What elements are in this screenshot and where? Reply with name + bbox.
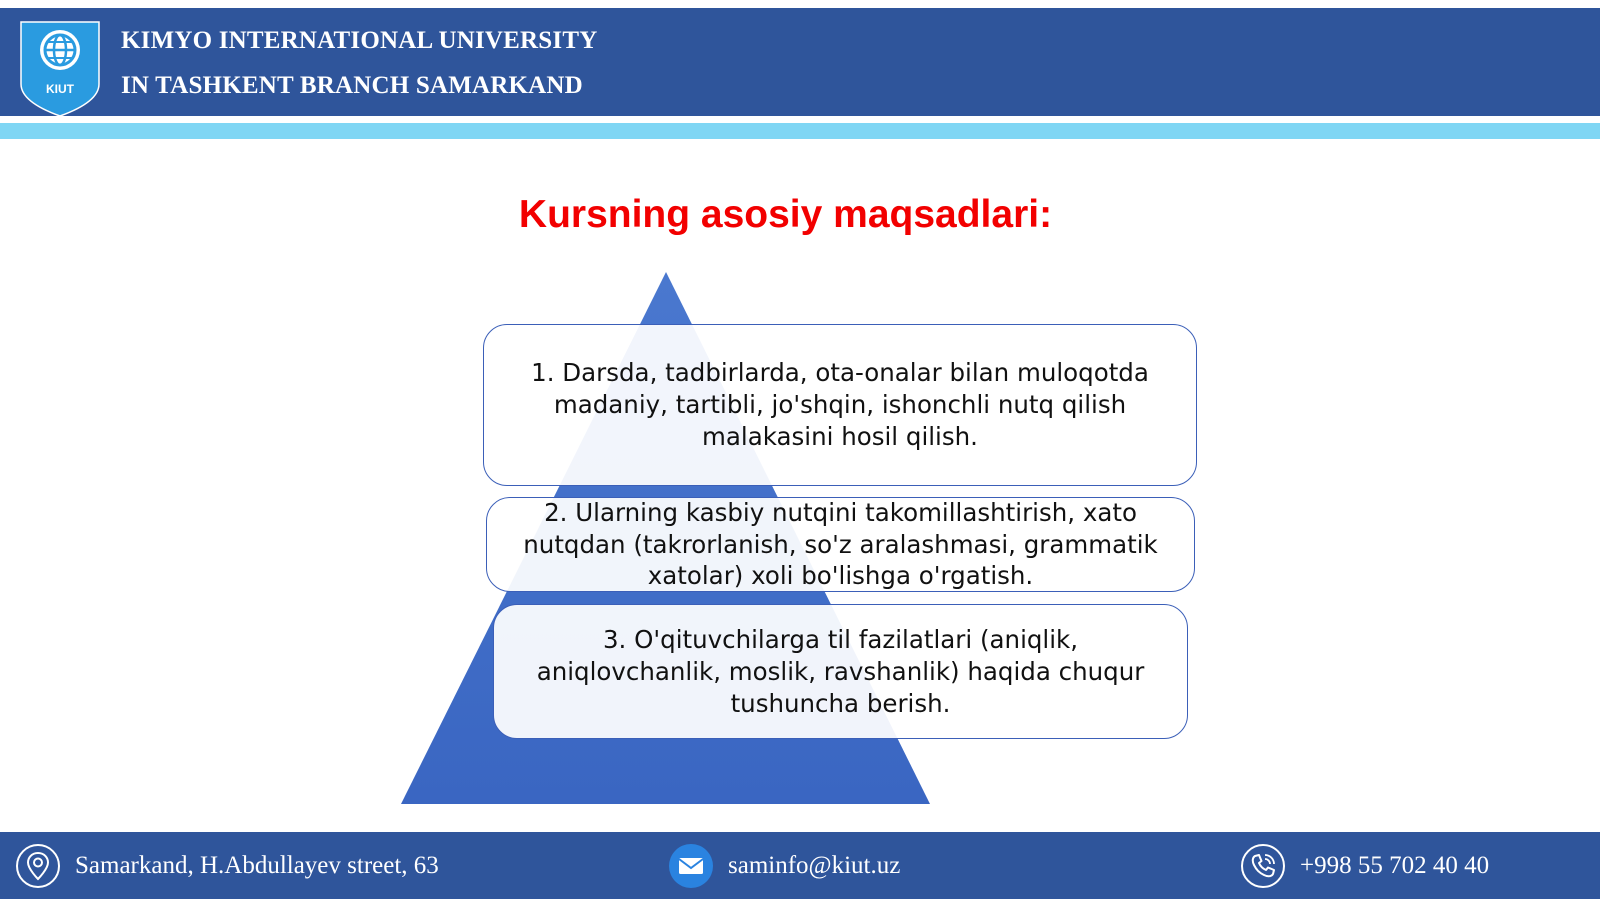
footer-email[interactable]: [668, 832, 900, 899]
logo-text: KIUT: [46, 82, 74, 96]
slide-title: Kursning asosiy maqsadlari:: [518, 193, 1053, 236]
goal-box-2: [486, 497, 1195, 592]
phone-icon: [1240, 843, 1286, 889]
goal-text-1: 1. Darsda, tadbirlarda, ota-onalar bilan muloqotda madaniy, tartibli, jo'shqin, ishonchli nutq qilish malakasini hosil qilish.: [531, 358, 1149, 451]
university-name-line2: IN TASHKENT BRANCH SAMARKAND: [121, 72, 583, 99]
goal-text-3: 3. O'qituvchilarga til fazilatlari (aniqlik, aniqlovchanlik, moslik, ravshanlik) haqida chuqur tushuncha berish.: [536, 624, 1145, 718]
university-name-line1: KIMYO INTERNATIONAL UNIVERSITY: [121, 27, 598, 54]
footer-address: [15, 832, 439, 899]
footer-bar: [0, 832, 1600, 899]
goal-text-2: 2. Ularning kasbiy nutqini takomillashtirish, xato nutqdan (takrorlanish, so'z aralashmasi, grammatik xatolar) xoli bo'lishga o'rgatish.: [523, 498, 1158, 591]
goal-box-1: [483, 324, 1197, 486]
goal-box-3: [493, 604, 1188, 739]
location-pin-icon: [15, 843, 61, 889]
footer-phone[interactable]: [1240, 832, 1489, 899]
phone-text[interactable]: +998 55 702 40 40: [1300, 851, 1490, 879]
mail-icon: [668, 843, 714, 889]
email-text[interactable]: saminfo@kiut.uz: [728, 851, 901, 879]
address-text: Samarkand, H.Abdullayev street, 63: [75, 851, 439, 879]
